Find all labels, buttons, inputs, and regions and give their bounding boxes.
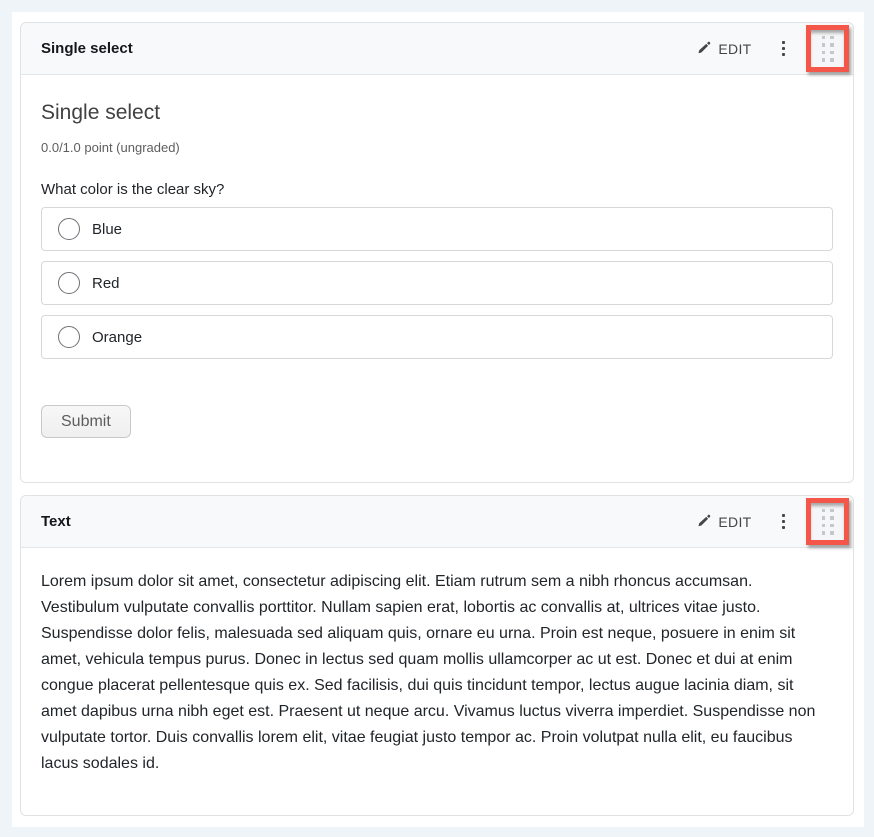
drag-handle-highlight: [806, 498, 849, 545]
problem-question: What color is the clear sky?: [41, 181, 225, 198]
submit-row: [41, 405, 833, 438]
edit-button-label: EDIT: [718, 40, 752, 57]
problem-points: 0.0/1.0 point (ungraded): [41, 140, 180, 155]
option-label: Orange: [92, 328, 143, 346]
radio-option-orange[interactable]: [41, 315, 833, 359]
kebab-menu-icon[interactable]: [774, 35, 794, 63]
text-paragraph: Lorem ipsum dolor sit amet, consectetur adipiscing elit. Etiam rutrum sem a nibh rhoncus accumsan. Vestibulum vulputate convallis porttitor. Nullam sapien erat, lobortis ac convallis at, ultrices vitae justo. Suspendisse dolor felis, malesuada sed aliquam quis, ornare eu urna. Proin est neque, posuere in enim sit amet, vehicula tempus purus. Donec in lectus sed quam mollis ullamcorper ac ut est. Donec et dui at enim congue placerat pellentesque quis ex. Sed facilisis, dui quis tincidunt tempor, lectus augue lacinia diam, sit amet dapibus urna nibh eget est. Praesent ut neque arcu. Vivamus luctus viverra imperdiet. Suspendisse non vulputate tortor. Duis convallis lorem elit, vitae feugiat justo tempor ac. Proin volutpat nulla elit, eu faucibus lacus sodales id.: [41, 573, 816, 772]
kebab-menu-icon[interactable]: [774, 508, 794, 536]
unit-editor-canvas: [12, 12, 864, 827]
component-header: [21, 23, 853, 75]
problem-body: [21, 75, 853, 482]
drag-handle-icon[interactable]: [822, 36, 834, 62]
radio-option-blue[interactable]: [41, 207, 833, 251]
submit-button[interactable]: Submit: [41, 405, 131, 438]
drag-handle-highlight: [806, 25, 849, 72]
component-header-controls: [692, 498, 849, 545]
radio-icon[interactable]: [58, 326, 80, 348]
problem-heading: Single select: [41, 101, 161, 124]
component-header: [21, 496, 853, 548]
edit-button-label: EDIT: [718, 513, 752, 530]
component-card-text: [20, 495, 854, 816]
option-label: Blue: [92, 220, 123, 238]
component-header-controls: [692, 25, 849, 72]
component-title: Single select: [41, 40, 133, 57]
component-title: Text: [41, 513, 71, 530]
radio-option-red[interactable]: [41, 261, 833, 305]
option-label: Red: [92, 274, 120, 292]
pencil-icon: [696, 514, 711, 529]
text-body: [21, 548, 853, 815]
component-card-single-select: [20, 22, 854, 483]
radio-icon[interactable]: [58, 272, 80, 294]
pencil-icon: [696, 41, 711, 56]
radio-icon[interactable]: [58, 218, 80, 240]
edit-button[interactable]: [692, 508, 755, 536]
drag-handle-icon[interactable]: [822, 509, 834, 535]
edit-button[interactable]: [692, 35, 755, 63]
